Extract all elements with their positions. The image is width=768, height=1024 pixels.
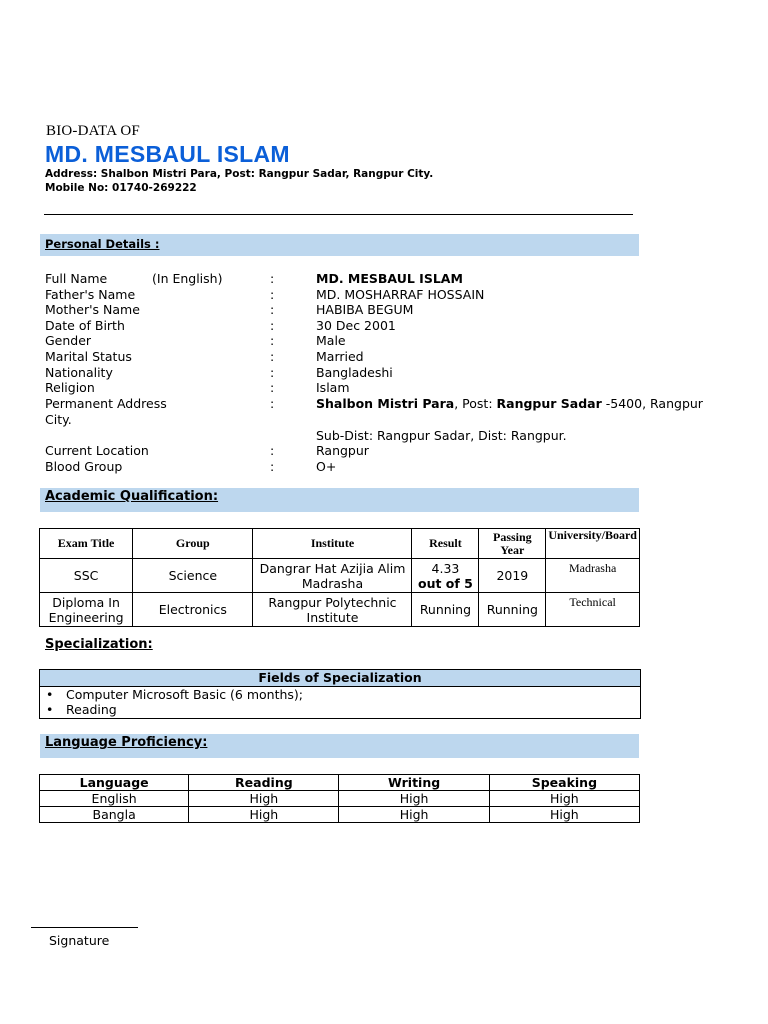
list-item	[46, 687, 304, 703]
row-permanent-address-line2	[45, 428, 725, 444]
religion-value: Islam	[316, 380, 350, 395]
reading-cell: High	[189, 807, 339, 823]
permanent-address-wrap: City.	[45, 412, 72, 427]
specialization-header: Fields of Specialization	[40, 670, 640, 687]
academic-title: Academic Qualification:	[45, 489, 219, 504]
colon: :	[270, 443, 275, 458]
row-blood-group	[45, 459, 725, 475]
colon: :	[270, 365, 275, 380]
specialization-item-text: Reading	[66, 702, 117, 717]
colon: :	[270, 287, 275, 302]
blood-group-value: O+	[316, 459, 337, 474]
marital-value: Married	[316, 349, 364, 364]
language-title: Language Proficiency:	[45, 735, 208, 750]
permanent-address-line2: Sub-Dist: Rangpur Sadar, Dist: Rangpur.	[316, 428, 567, 443]
gender-label: Gender	[45, 333, 92, 348]
colon: :	[270, 380, 275, 395]
dob-label: Date of Birth	[45, 318, 125, 333]
marital-label: Marital Status	[45, 349, 132, 364]
passing-year-cell: 2019	[479, 559, 546, 593]
mother-label: Mother's Name	[45, 302, 140, 317]
header-institute: Institute	[253, 529, 412, 559]
address-line: Address: Shalbon Mistri Para, Post: Rangpur Sadar, Rangpur City.	[45, 168, 434, 180]
group-cell: Science	[133, 559, 253, 593]
header-group: Group	[133, 529, 253, 559]
result-score: 4.33	[431, 560, 460, 576]
mobile-line: Mobile No: 01740-269222	[45, 182, 197, 194]
institute-cell: Rangpur Polytechnic Institute	[253, 593, 412, 627]
language-header-row	[40, 775, 640, 791]
row-dob	[45, 318, 725, 334]
exam-title-cell: SSC	[40, 559, 133, 593]
full-name-value: MD. MESBAUL ISLAM	[316, 271, 463, 286]
group-cell: Electronics	[133, 593, 253, 627]
blood-group-label: Blood Group	[45, 459, 123, 474]
speaking-cell: High	[489, 791, 639, 807]
row-mother	[45, 302, 725, 318]
table-row	[40, 807, 640, 823]
row-nationality	[45, 365, 725, 381]
header-reading: Reading	[189, 775, 339, 791]
header-speaking: Speaking	[489, 775, 639, 791]
board-cell: Madrasha	[546, 559, 640, 593]
colon: :	[270, 333, 275, 348]
full-name-note: (In English)	[152, 271, 223, 286]
table-row	[40, 559, 640, 593]
header-passing-year-line1: Passing	[493, 529, 532, 544]
specialization-item-text: Computer Microsoft Basic (6 months);	[66, 687, 304, 702]
academic-table	[39, 528, 640, 627]
academic-header-row	[40, 529, 640, 559]
colon: :	[270, 349, 275, 364]
header-result: Result	[412, 529, 479, 559]
religion-label: Religion	[45, 380, 95, 395]
permanent-address-value	[316, 396, 703, 412]
dob-value: 30 Dec 2001	[316, 318, 396, 333]
nationality-value: Bangladeshi	[316, 365, 393, 380]
language-cell: Bangla	[40, 807, 189, 823]
signature-line	[31, 927, 138, 928]
table-row	[40, 791, 640, 807]
bullet-icon: •	[46, 687, 54, 702]
specialization-title: Specialization:	[45, 637, 153, 652]
signature-label: Signature	[49, 933, 110, 948]
colon: :	[270, 271, 275, 286]
exam-title-cell: Diploma In Engineering	[40, 593, 133, 627]
row-marital	[45, 349, 725, 365]
row-current-location	[45, 443, 725, 459]
row-gender	[45, 333, 725, 349]
colon: :	[270, 302, 275, 317]
colon: :	[270, 459, 275, 474]
speaking-cell: High	[489, 807, 639, 823]
academic-band	[40, 488, 639, 512]
language-cell: English	[40, 791, 189, 807]
permanent-address-post: Rangpur Sadar	[496, 396, 602, 411]
current-location-label: Current Location	[45, 443, 149, 458]
list-item	[46, 702, 117, 718]
row-permanent-address-wrap	[45, 412, 725, 428]
header-university-board: University/Board	[546, 529, 640, 559]
header-passing-year	[479, 529, 546, 559]
gender-value: Male	[316, 333, 346, 348]
result-cell	[412, 559, 479, 593]
table-row	[40, 593, 640, 627]
writing-cell: High	[339, 807, 489, 823]
colon: :	[270, 318, 275, 333]
permanent-address-label: Permanent Address	[45, 396, 167, 411]
passing-year-cell: Running	[479, 593, 546, 627]
reading-cell: High	[189, 791, 339, 807]
permanent-address-post-label: , Post:	[454, 396, 497, 411]
header-exam-title: Exam Title	[40, 529, 133, 559]
board-cell: Technical	[546, 593, 640, 627]
header-passing-year-line2: Year	[500, 542, 525, 557]
father-label: Father's Name	[45, 287, 136, 302]
specialization-table	[39, 669, 641, 719]
row-permanent-address	[45, 396, 725, 412]
permanent-address-code: -5400, Rangpur	[601, 396, 703, 411]
personal-details-title: Personal Details :	[45, 237, 160, 251]
row-full-name	[45, 271, 725, 287]
row-father	[45, 287, 725, 303]
candidate-name-title: MD. MESBAUL ISLAM	[45, 141, 290, 167]
personal-details-band	[40, 234, 639, 256]
father-value: MD. MOSHARRAF HOSSAIN	[316, 287, 485, 302]
mother-value: HABIBA BEGUM	[316, 302, 414, 317]
row-religion	[45, 380, 725, 396]
writing-cell: High	[339, 791, 489, 807]
institute-cell: Dangrar Hat Azijia Alim Madrasha	[253, 559, 412, 593]
permanent-address-village: Shalbon Mistri Para	[316, 396, 455, 411]
header-writing: Writing	[339, 775, 489, 791]
header-language: Language	[40, 775, 189, 791]
result-scale: out of 5	[417, 575, 473, 591]
header-divider	[44, 214, 633, 215]
current-location-value: Rangpur	[316, 443, 369, 458]
language-band	[40, 734, 639, 758]
language-table	[39, 774, 640, 823]
nationality-label: Nationality	[45, 365, 113, 380]
bullet-icon: •	[46, 702, 54, 717]
result-cell: Running	[412, 593, 479, 627]
full-name-label: Full Name	[45, 271, 108, 286]
colon: :	[270, 396, 275, 411]
biodata-label: BIO-DATA OF	[46, 123, 140, 139]
